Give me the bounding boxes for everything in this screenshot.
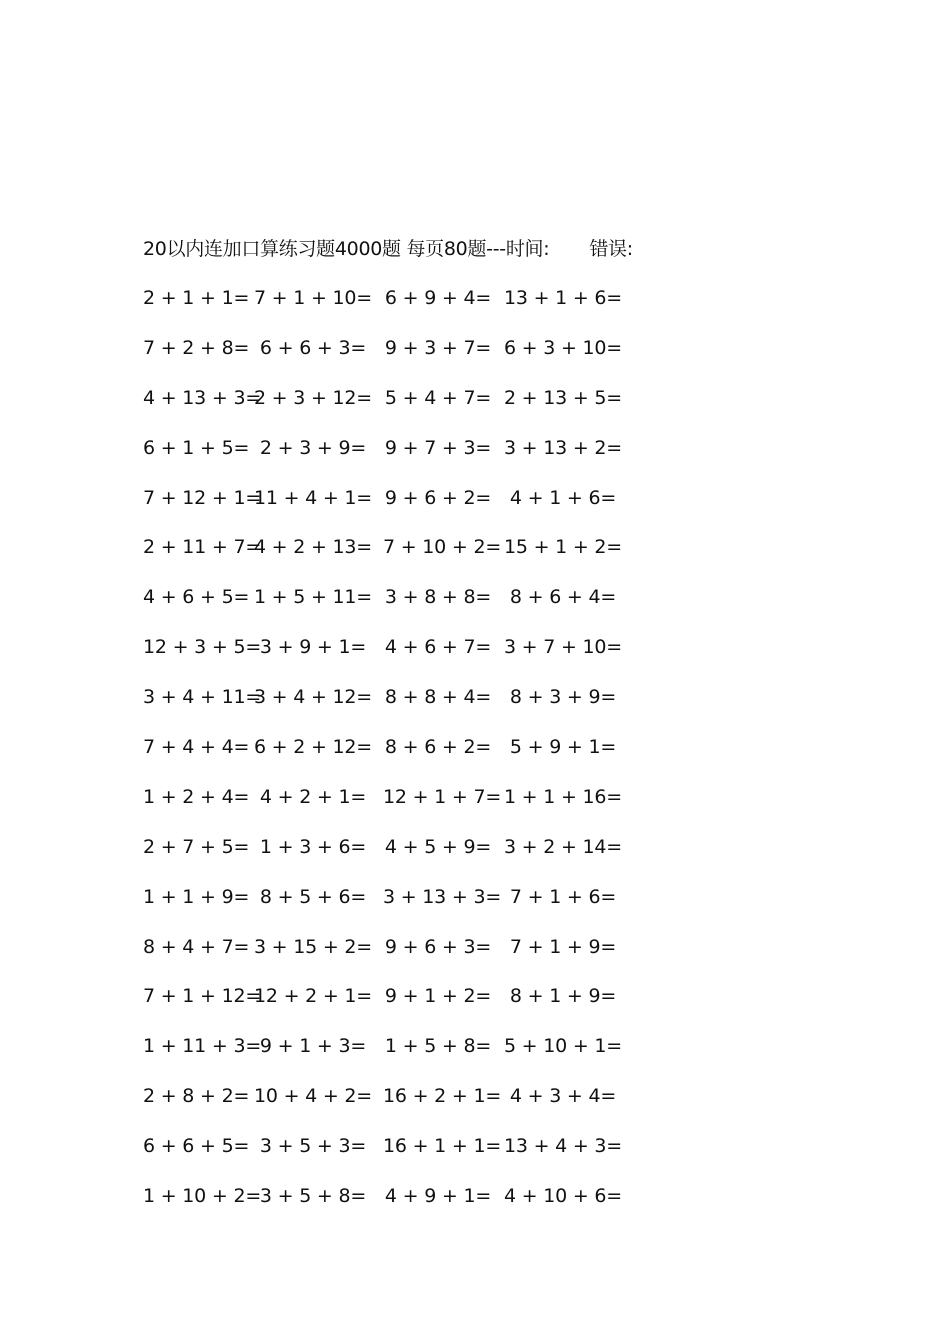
problem-item: 7 + 1 + 10= (253, 287, 373, 309)
problem-item: 4 + 2 + 13= (253, 536, 373, 559)
problem-item: 3 + 13 + 3= (383, 885, 502, 908)
problem-item: 1 + 5 + 8= (384, 1035, 492, 1058)
problem-item: 1 + 5 + 11= (253, 586, 373, 609)
problem-item: 3 + 2 + 14= (503, 835, 623, 858)
problem-item: 3 + 7 + 10= (503, 636, 623, 659)
problem-item: 3 + 9 + 1= (259, 636, 367, 659)
problem-item: 9 + 1 + 3= (259, 1035, 367, 1058)
problem-row (143, 932, 663, 982)
problem-item: 3 + 15 + 2= (253, 935, 373, 958)
problem-item: 4 + 1 + 6= (509, 486, 617, 509)
problem-item: 7 + 10 + 2= (383, 536, 502, 559)
problem-row (143, 532, 663, 582)
problem-row (143, 682, 663, 732)
problem-item: 7 + 1 + 6= (509, 885, 617, 908)
problem-row (143, 632, 663, 682)
problem-item: 9 + 1 + 2= (384, 985, 492, 1008)
problem-item: 2 + 3 + 9= (259, 436, 367, 459)
problem-item: 3 + 4 + 11= (143, 686, 262, 709)
problem-item: 7 + 1 + 9= (509, 935, 617, 958)
problem-item: 3 + 5 + 3= (259, 1135, 367, 1158)
problem-item: 1 + 3 + 6= (259, 835, 367, 858)
problem-row (143, 1131, 663, 1181)
problem-item: 3 + 4 + 12= (253, 686, 373, 709)
problem-item: 4 + 10 + 6= (503, 1185, 623, 1208)
problem-grid (143, 283, 663, 1231)
problem-item: 8 + 3 + 9= (509, 686, 617, 709)
problem-row (143, 433, 663, 483)
problem-row (143, 582, 663, 632)
problem-item: 6 + 3 + 10= (503, 336, 623, 359)
problem-item: 16 + 1 + 1= (383, 1135, 502, 1158)
problem-item: 15 + 1 + 2= (503, 536, 623, 559)
problem-item: 4 + 6 + 7= (384, 636, 492, 659)
problem-item: 2 + 7 + 5= (143, 835, 250, 858)
problem-row (143, 483, 663, 533)
problem-item: 2 + 11 + 7= (143, 536, 262, 559)
problem-item: 12 + 3 + 5= (143, 636, 262, 659)
problem-item: 1 + 11 + 3= (143, 1035, 262, 1058)
problem-item: 9 + 3 + 7= (384, 336, 492, 359)
problem-row (143, 882, 663, 932)
problem-item: 3 + 13 + 2= (503, 436, 623, 459)
problem-row (143, 1181, 663, 1231)
problem-item: 2 + 13 + 5= (503, 386, 623, 409)
errors-label: 错误: (589, 238, 633, 260)
problem-item: 5 + 4 + 7= (384, 386, 492, 409)
problem-row (143, 981, 663, 1031)
problem-item: 6 + 2 + 12= (253, 736, 373, 759)
problem-item: 12 + 1 + 7= (383, 785, 502, 808)
problem-row (143, 333, 663, 383)
problem-item: 1 + 1 + 9= (143, 885, 250, 908)
problem-item: 2 + 1 + 1= (143, 287, 250, 309)
problem-item: 5 + 10 + 1= (503, 1035, 623, 1058)
problem-item: 3 + 8 + 8= (384, 586, 492, 609)
problem-row (143, 1081, 663, 1131)
problem-item: 2 + 8 + 2= (143, 1085, 250, 1108)
problem-item: 2 + 3 + 12= (253, 386, 373, 409)
problem-row (143, 283, 663, 333)
problem-item: 6 + 6 + 3= (259, 336, 367, 359)
problem-item: 4 + 6 + 5= (143, 586, 250, 609)
problem-item: 3 + 5 + 8= (259, 1185, 367, 1208)
problem-row (143, 1031, 663, 1081)
problem-row (143, 832, 663, 882)
problem-item: 7 + 1 + 12= (143, 985, 262, 1008)
problem-row (143, 732, 663, 782)
problem-item: 8 + 6 + 2= (384, 736, 492, 759)
problem-item: 9 + 6 + 2= (384, 486, 492, 509)
problem-item: 7 + 4 + 4= (143, 736, 250, 759)
problem-item: 13 + 4 + 3= (503, 1135, 623, 1158)
problem-item: 9 + 6 + 3= (384, 935, 492, 958)
problem-item: 7 + 12 + 1= (143, 486, 262, 509)
problem-item: 4 + 13 + 3= (143, 386, 262, 409)
problem-row (143, 782, 663, 832)
problem-item: 1 + 1 + 16= (503, 785, 623, 808)
problem-item: 4 + 2 + 1= (259, 785, 367, 808)
problem-item: 6 + 6 + 5= (143, 1135, 250, 1158)
worksheet-header (143, 234, 633, 264)
problem-item: 5 + 9 + 1= (509, 736, 617, 759)
problem-item: 6 + 1 + 5= (143, 436, 250, 459)
problem-item: 12 + 2 + 1= (253, 985, 373, 1008)
problem-item: 6 + 9 + 4= (384, 287, 492, 309)
problem-item: 16 + 2 + 1= (383, 1085, 502, 1108)
problem-item: 8 + 4 + 7= (143, 935, 250, 958)
problem-row (143, 383, 663, 433)
problem-item: 8 + 5 + 6= (259, 885, 367, 908)
problem-item: 1 + 10 + 2= (143, 1185, 262, 1208)
problem-item: 1 + 2 + 4= (143, 785, 250, 808)
problem-item: 8 + 6 + 4= (509, 586, 617, 609)
problem-item: 7 + 2 + 8= (143, 336, 250, 359)
problem-item: 10 + 4 + 2= (253, 1085, 373, 1108)
problem-item: 4 + 3 + 4= (509, 1085, 617, 1108)
problem-item: 13 + 1 + 6= (503, 287, 623, 309)
problem-item: 8 + 8 + 4= (384, 686, 492, 709)
worksheet-title: 20以内连加口算练习题4000题 每页80题---时间: (143, 238, 550, 260)
problem-item: 11 + 4 + 1= (253, 486, 373, 509)
problem-item: 4 + 9 + 1= (384, 1185, 492, 1208)
problem-item: 4 + 5 + 9= (384, 835, 492, 858)
problem-item: 9 + 7 + 3= (384, 436, 492, 459)
problem-item: 8 + 1 + 9= (509, 985, 617, 1008)
